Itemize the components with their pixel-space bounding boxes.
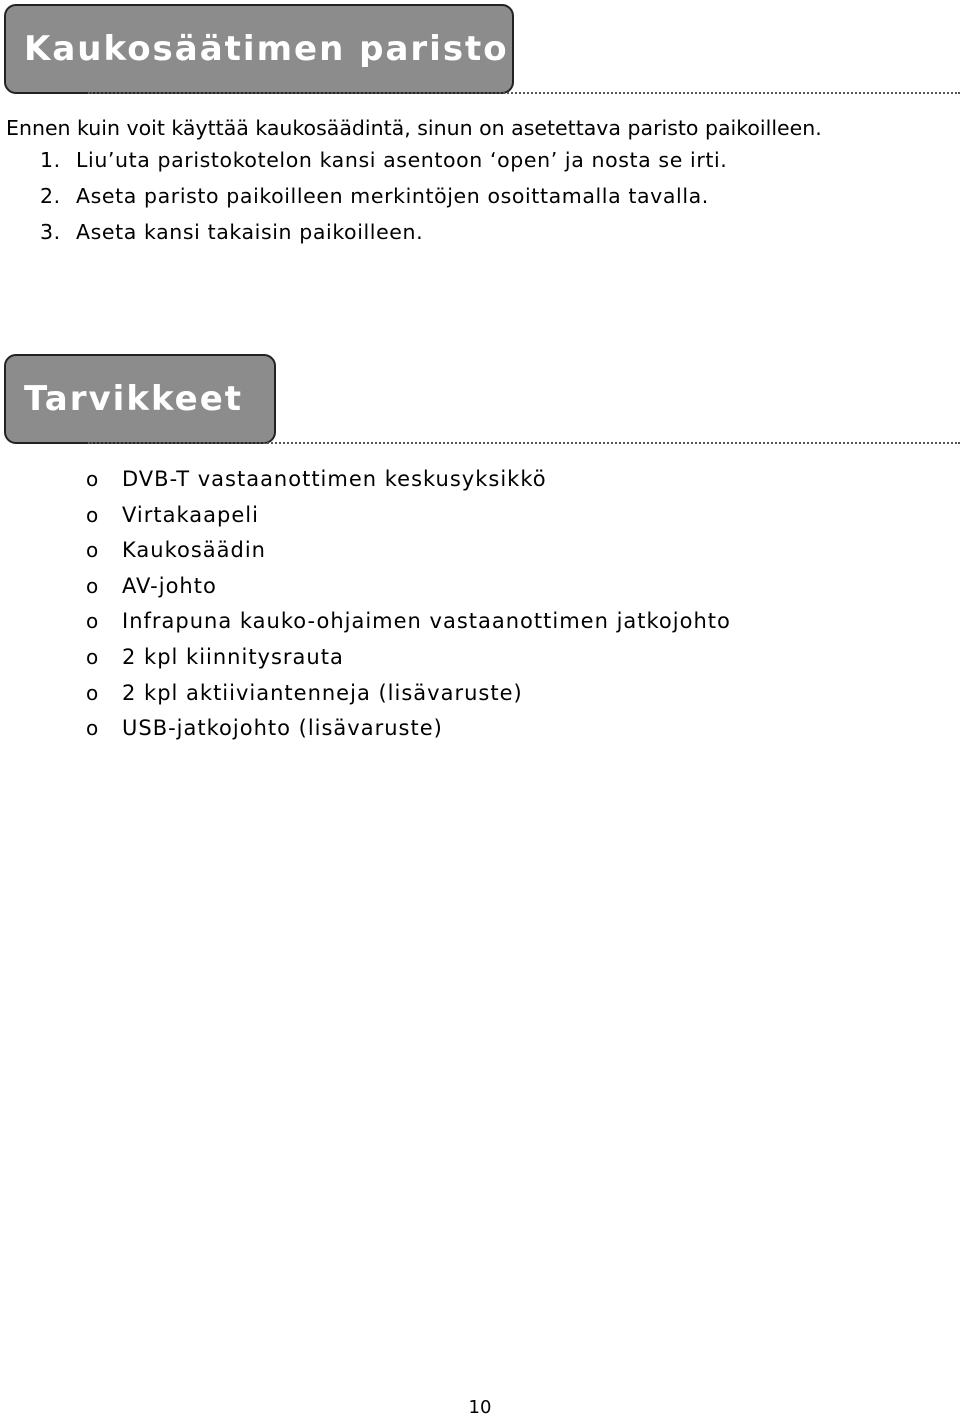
list-item (86, 711, 731, 747)
accessories-section-title: Tarvikkeet (4, 354, 276, 444)
battery-section-title: Kaukosäätimen paristo (4, 4, 514, 94)
list-item-text: Virtakaapeli (122, 502, 259, 527)
step-item (40, 214, 727, 250)
bullet-marker: o (86, 609, 100, 634)
list-item (86, 533, 731, 569)
bullet-marker: o (86, 644, 100, 669)
step-text: Aseta paristo paikoilleen merkintöjen osoittamalla tavalla. (76, 184, 709, 208)
bullet-marker: o (86, 538, 100, 563)
list-item-text: DVB-T vastaanottimen keskusyksikkö (122, 467, 547, 491)
bullet-marker: o (86, 716, 100, 741)
bullet-marker: o (86, 467, 100, 491)
bullet-marker: o (86, 502, 100, 527)
accessories-list (86, 462, 731, 747)
list-item (86, 604, 731, 640)
list-item-text: USB-jatkojohto (lisävaruste) (122, 716, 443, 741)
step-number: 1. (40, 148, 61, 172)
step-number: 2. (40, 184, 61, 208)
battery-section-divider (88, 92, 960, 94)
list-item-text: 2 kpl aktiiviantenneja (lisävaruste) (122, 680, 523, 705)
list-item (86, 676, 731, 712)
list-item-text: AV-johto (122, 573, 217, 598)
list-item-text: Infrapuna kauko-ohjaimen vastaanottimen jatkojohto (122, 609, 731, 634)
list-item (86, 498, 731, 534)
accessories-section-divider (88, 442, 960, 444)
list-item (86, 640, 731, 676)
battery-intro-text: Ennen kuin voit käyttää kaukosäädintä, sinun on asetettava paristo paikoilleen. (6, 116, 822, 140)
step-number: 3. (40, 220, 61, 244)
bullet-marker: o (86, 680, 100, 705)
list-item (86, 462, 731, 498)
bullet-marker: o (86, 573, 100, 598)
step-item (40, 178, 727, 214)
step-text: Aseta kansi takaisin paikoilleen. (76, 220, 424, 244)
list-item-text: 2 kpl kiinnitysrauta (122, 644, 344, 669)
list-item-text: Kaukosäädin (122, 538, 266, 563)
page-number: 10 (468, 1397, 492, 1418)
list-item (86, 569, 731, 605)
step-text: Liu’uta paristokotelon kansi asentoon ‘open’ ja nosta se irti. (76, 148, 728, 172)
step-item (40, 142, 727, 178)
battery-steps-list (40, 142, 727, 250)
